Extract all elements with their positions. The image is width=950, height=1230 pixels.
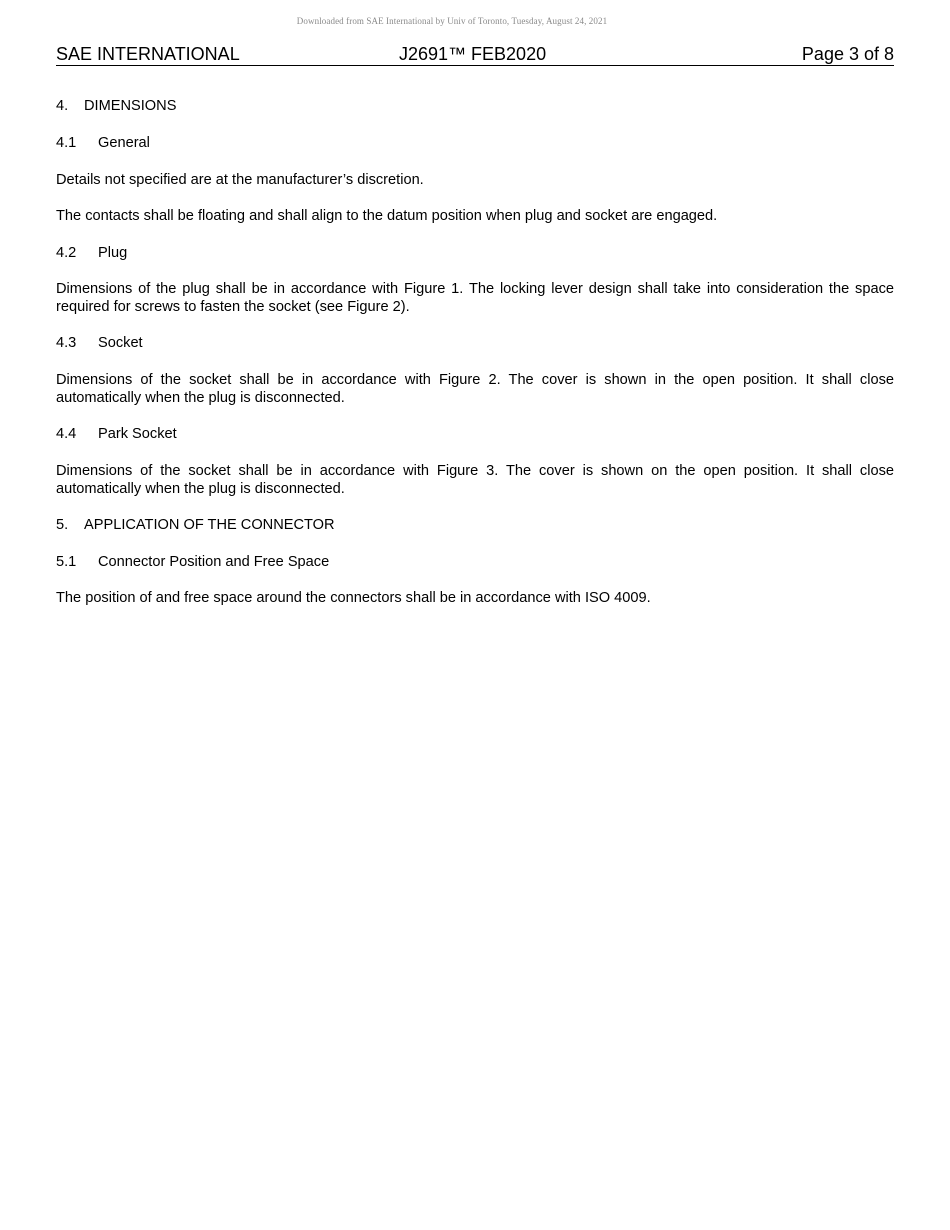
section-title: Socket	[98, 335, 143, 351]
section-4-heading	[56, 97, 176, 115]
paragraph: The contacts shall be floating and shall align to the datum position when plug and socket are engaged.	[56, 208, 718, 224]
section-number: 4.3	[56, 335, 77, 351]
section-title: DIMENSIONS	[84, 98, 177, 114]
section-number: 4.1	[56, 135, 77, 151]
header-page-number: Page 3 of 8	[801, 44, 894, 64]
paragraph: The position of and free space around the connectors shall be in accordance with ISO 4009.	[56, 590, 651, 606]
section-number: 5.1	[56, 554, 77, 570]
section-4-4-heading	[56, 425, 177, 443]
paragraph: Dimensions of the plug shall be in accordance with Figure 1. The locking lever design shall take into consideration the space required for screws to fasten the socket (see Figure 2).	[56, 281, 894, 315]
section-title: General	[98, 135, 150, 151]
page-header	[56, 43, 894, 66]
paragraph: Dimensions of the socket shall be in accordance with Figure 2. The cover is shown in the open position. It shall close automatically when the plug is disconnected.	[56, 372, 894, 406]
section-number: 4.4	[56, 426, 77, 442]
section-4-1-heading	[56, 134, 150, 152]
section-title: APPLICATION OF THE CONNECTOR	[84, 517, 335, 533]
section-number: 5.	[56, 517, 69, 533]
section-5-heading	[56, 516, 335, 534]
header-organization: SAE INTERNATIONAL	[56, 44, 240, 64]
section-4-3-heading	[56, 334, 143, 352]
section-number: 4.2	[56, 245, 77, 261]
section-number: 4.	[56, 98, 69, 114]
header-document-id: J2691™ FEB2020	[399, 44, 547, 64]
section-title: Plug	[98, 245, 128, 261]
section-title: Connector Position and Free Space	[98, 554, 330, 570]
download-watermark: Downloaded from SAE International by Univ of Toronto, Tuesday, August 24, 2021	[296, 16, 608, 26]
section-title: Park Socket	[98, 426, 177, 442]
section-5-1-heading	[56, 553, 329, 571]
section-4-2-heading	[56, 244, 127, 262]
paragraph: Dimensions of the socket shall be in accordance with Figure 3. The cover is shown on the open position. It shall close automatically when the plug is disconnected.	[56, 463, 894, 497]
paragraph: Details not specified are at the manufacturer’s discretion.	[56, 172, 424, 188]
